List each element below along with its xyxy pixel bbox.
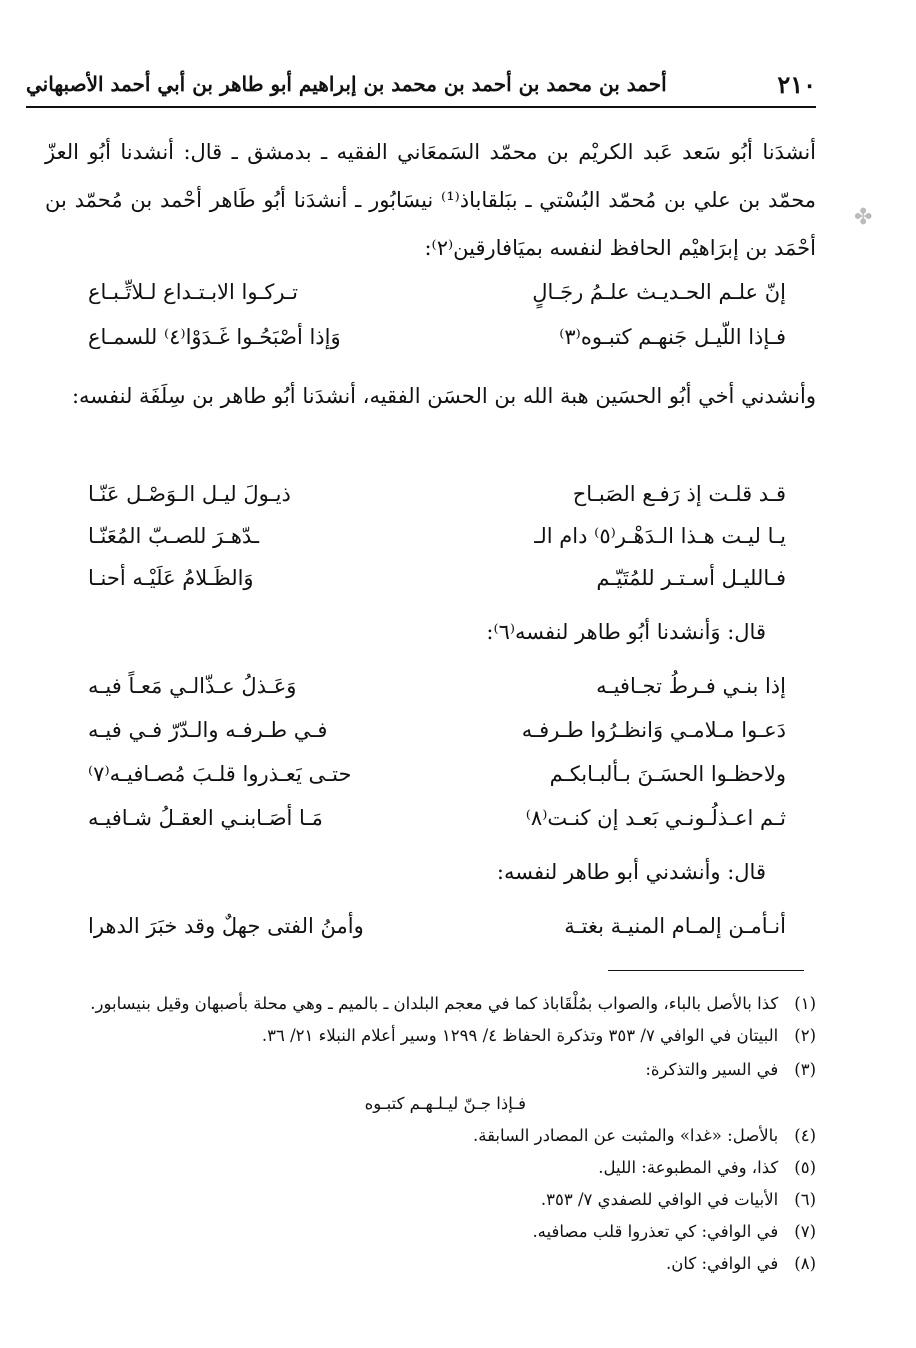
poem3-verse-3 (60, 762, 816, 808)
poem3-verse-4 (60, 806, 816, 852)
hemistich-second: مَـا أصَـابنـي العقـلُ شـافيـه (88, 806, 323, 830)
footnote-5 (30, 1158, 816, 1177)
footnote-separator (608, 970, 804, 971)
hemistich-second: حتـى يَعـذروا قلـبَ مُصـافيـه⁽٧⁾ (88, 762, 352, 786)
footnote-text: كذا بالأصل بالباء، والصواب بمُلْقَاباذ كما في معجم البلدان ـ بالميم ـ وهي محلة بأصبهان وقيل بنيسابور. (90, 994, 779, 1013)
footnote-text: في الوافي: كان. (665, 1254, 779, 1273)
footnote-number: (٥) (794, 1158, 816, 1177)
hemistich-first: ثـم اعـذلُـونـي بَعـد إن كنـت⁽٨⁾ (525, 806, 786, 830)
hemistich-first: فـالليـل أسـتـر للمُتَيّـم (596, 566, 786, 590)
footnote-number: (٧) (794, 1222, 816, 1241)
footnote-text: في السير والتذكرة: (645, 1060, 779, 1079)
poem2-verse-1 (60, 482, 816, 528)
poem4-verse-1 (60, 914, 816, 960)
footnote-text: كذا، وفي المطبوعة: الليل. (598, 1158, 779, 1177)
footnote-number: (٨) (794, 1254, 816, 1273)
intro-poem4: قال: وأنشدني أبو طاهر لنفسه: (496, 860, 766, 884)
footnote-8 (30, 1254, 816, 1273)
intro-poem3: قال: وَأنشدنا أبُو طاهر لنفسه⁽٦⁾: (486, 620, 766, 644)
footnote-6 (30, 1190, 816, 1209)
footnote-number: (١) (794, 994, 816, 1013)
poem2-verse-2 (60, 524, 816, 570)
hemistich-first: إذا بنـي فـرطُ تجـافيـه (596, 674, 786, 698)
footnote-text: البيتان في الوافي ٧/ ٣٥٣ وتذكرة الحفاظ ٤/ ١٢٩٩ وسير أعلام النبلاء ٢١/ ٣٦. (261, 1026, 779, 1045)
hemistich-first: ولاحظـوا الحسَـنَ بـألبـابكـم (549, 762, 786, 786)
footnote-text: الأبيات في الوافي للصفدي ٧/ ٣٥٣. (540, 1190, 779, 1209)
poem1-verse-2 (60, 325, 816, 371)
footnote-text: بالأصل: «غدا» والمثبت عن المصادر السابقة. (472, 1126, 779, 1145)
hemistich-first: أنـأمـن إلمـام المنيـة بغتـة (564, 914, 786, 938)
hemistich-second: تـركـوا الابـتـداع لـلاتِّـبـاع (88, 280, 298, 304)
hemistich-first: يـا ليـت هـذا الـدَهْـر⁽٥⁾ دام الـ (534, 524, 786, 548)
footnote-text: في الوافي: كي تعذروا قلب مصافيه. (532, 1222, 779, 1241)
footnote-1 (30, 994, 816, 1013)
hemistich-second: ـدّهـرَ للصـبّ المُعَنّـا (88, 524, 260, 548)
footnote-7 (30, 1222, 816, 1241)
poem1-verse-1 (60, 280, 816, 326)
footnote-number: (٤) (794, 1126, 816, 1145)
running-header (26, 62, 816, 108)
margin-ornament-icon: ✤ (854, 205, 873, 230)
paragraph-2: وأنشدني أخي أبُو الحسَين هبة الله بن الحسَن الفقيه، أنشدَنا أبُو طاهر بن سِلَفَة لنفسه: (71, 384, 816, 408)
hemistich-second: وأمنُ الفتى جهلٌ وقد خبَرَ الدهرا (88, 914, 364, 938)
hemistich-first: إنّ علـم الحـديـث علـمُ رجَـالٍ (532, 280, 786, 304)
page-number: ٢١٠ (777, 69, 816, 99)
hemistich-first: قـد قلـت إذ رَفـع الصَبـاح (572, 482, 786, 506)
hemistich-second: وَعَـذلُ عـذّالـي مَعـاً فيـه (88, 674, 297, 698)
hemistich-first: دَعـوا مـلامـي وَانظـرُوا طـرفـه (521, 718, 786, 742)
footnote-3 (30, 1060, 816, 1079)
footnote-number: (٦) (794, 1190, 816, 1209)
footnote-2 (30, 1026, 816, 1045)
footnote-4 (30, 1126, 816, 1145)
poem3-verse-2 (60, 718, 816, 764)
paragraph-1: أنشدَنا أبُو سَعد عَبد الكريْم بن محمّد السَمعَاني الفقيه ـ بدمشق ـ قال: أنشدنا أبُو العزّ محمّد بن علي بن مُحمّد البُسْتي ـ ببَلقاباذ⁽¹⁾ نيسَابُور ـ أنشدَنا أبُو طَاهر أحْمد بن مُحمّد بن أحْمَد بن إبرَاهيْم الحافظ لنفسه بميَافارقين⁽٢⁾: (45, 140, 817, 260)
poem3-verse-1 (60, 674, 816, 720)
hemistich-first: فـإذا اللّيـل جَنهـم كتبـوه⁽٣⁾ (559, 325, 786, 349)
poem2-verse-3 (60, 566, 816, 612)
footnote-number: (٣) (794, 1060, 816, 1079)
hemistich-second: ذيـولَ ليـل الـوَصْـل عَنّـا (88, 482, 291, 506)
hemistich-second: فـي طـرفـه والـدّرّ فـي فيـه (88, 718, 328, 742)
header-title: أحمد بن محمد بن أحمد بن محمد بن إبراهيم أبو طاهر بن أبي أحمد الأصبهاني (26, 72, 667, 96)
hemistich-second: وَإذا أصْبَحُـوا غَـدَوْا⁽٤⁾ للسمـاع (88, 325, 341, 349)
hemistich-second: وَالظَـلامُ عَلَيْـه أحنـا (88, 566, 254, 590)
footnote-number: (٢) (794, 1026, 816, 1045)
footnote-3-verse: فـإذا جـنّ ليـلـهـم كتبـوه (364, 1094, 526, 1113)
